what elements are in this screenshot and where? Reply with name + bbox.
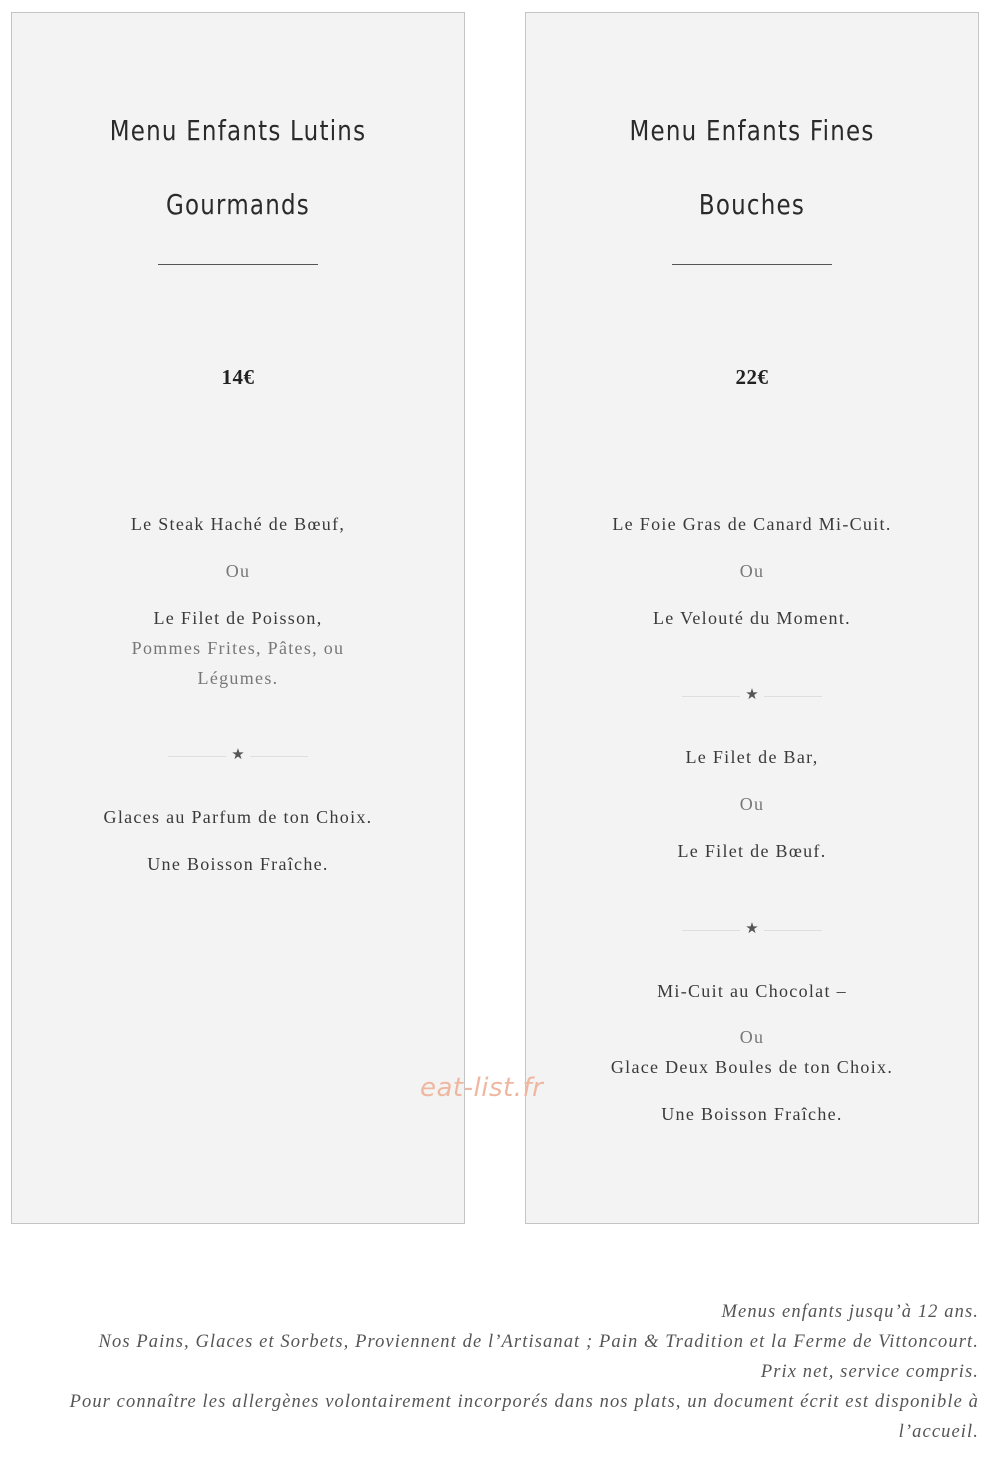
menu-card-lutins-gourmands xyxy=(11,12,465,1224)
or-label: Ou xyxy=(739,1027,765,1047)
menu-price: 14€ xyxy=(221,365,255,389)
menu-item: Glace Deux Boules de ton Choix. xyxy=(610,1057,894,1077)
course-separator xyxy=(168,746,308,766)
menu-title xyxy=(12,111,464,151)
menu-item: Glaces au Parfum de ton Choix. xyxy=(103,807,373,827)
footer-note: l’accueil. xyxy=(898,1422,979,1442)
footer-notes xyxy=(4,1297,979,1447)
footer-note: Nos Pains, Glaces et Sorbets, Proviennent de l’Artisanat ; Pain & Tradition et la Ferme de Vittoncourt. xyxy=(98,1332,979,1352)
footer-note: Prix net, service compris. xyxy=(760,1362,979,1382)
footer-note: Menus enfants jusqu’à 12 ans. xyxy=(721,1302,979,1322)
menu-item: Le Filet de Bar, xyxy=(685,747,819,767)
course-separator xyxy=(682,920,822,940)
menu-title-line-1: Menu Enfants Fines xyxy=(629,114,875,147)
or-label: Ou xyxy=(739,794,765,814)
menu-item-detail: Légumes. xyxy=(197,668,279,688)
or-label: Ou xyxy=(225,561,251,581)
title-divider xyxy=(672,264,832,265)
title-divider xyxy=(158,264,318,265)
menu-item: Le Filet de Bœuf. xyxy=(677,841,827,861)
course-separator xyxy=(682,686,822,706)
menu-item: Le Steak Haché de Bœuf, xyxy=(130,514,346,534)
footer-note: Pour connaître les allergènes volontairement incorporés dans nos plats, un document écrit est disponible à xyxy=(69,1392,979,1412)
menu-price: 22€ xyxy=(735,365,769,389)
menu-title xyxy=(526,111,978,151)
menu-title-wrap xyxy=(526,185,978,225)
menu-title-line-2: Gourmands xyxy=(165,188,311,221)
menu-item: Mi-Cuit au Chocolat – xyxy=(657,981,847,1001)
star-icon: ★ xyxy=(231,745,245,763)
menu-item: Le Filet de Poisson, xyxy=(153,608,323,628)
menu-title-line-1: Menu Enfants Lutins xyxy=(109,114,367,147)
star-icon: ★ xyxy=(745,919,759,937)
menu-title-line-2: Bouches xyxy=(698,188,806,221)
watermark: eat-list.fr xyxy=(420,1073,544,1103)
menu-title-wrap xyxy=(12,185,464,225)
menu-item: Une Boisson Fraîche. xyxy=(661,1104,843,1124)
menu-item: Une Boisson Fraîche. xyxy=(147,854,329,874)
menu-item: Le Foie Gras de Canard Mi-Cuit. xyxy=(612,514,892,534)
menu-item-detail: Pommes Frites, Pâtes, ou xyxy=(131,638,345,658)
star-icon: ★ xyxy=(745,685,759,703)
menu-card-fines-bouches xyxy=(525,12,979,1224)
or-label: Ou xyxy=(739,561,765,581)
menu-item: Le Velouté du Moment. xyxy=(653,608,851,628)
